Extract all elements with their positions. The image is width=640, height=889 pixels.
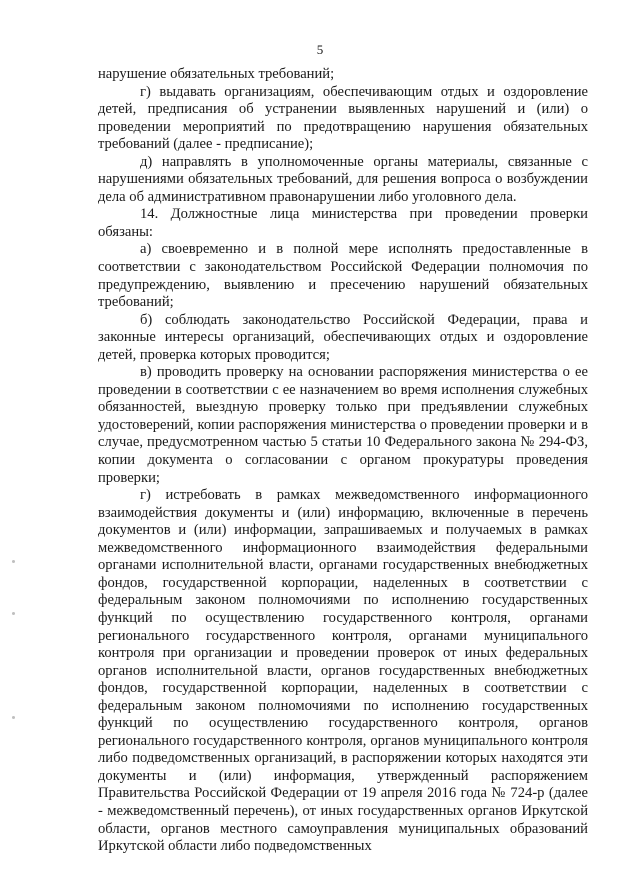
scan-artifact (12, 612, 15, 615)
paragraph-item-g-issue-orders: г) выдавать организациям, обеспечивающим отдых и оздоровление детей, предписания об устранении выявленных нарушений и (или) о проведении мероприятий по предотвращению нарушения обязательных требований (далее - предписание); (98, 83, 588, 153)
paragraph-item-b-observe-law: б) соблюдать законодательство Российской Федерации, права и законные интересы организаций, обеспечивающих отдых и оздоровление детей, проверка которых проводится; (98, 311, 588, 363)
paragraph-section-14: 14. Должностные лица министерства при проведении проверки обязаны: (98, 206, 588, 240)
page-number: 5 (316, 42, 324, 57)
scan-artifact (12, 716, 15, 719)
document-body (98, 66, 588, 856)
scan-artifact (12, 560, 15, 563)
paragraph-item-a-exercise-powers: а) своевременно и в полной мере исполнять предоставленные в соответствии с законодательством Российской Федерации полномочия по предупреждению, выявлению и пресечению нарушений обязательных требований; (98, 241, 588, 311)
paragraph-item-g-request-documents: г) истребовать в рамках межведомственного информационного взаимодействия документы и (или) информацию, включенные в перечень документов и (или) информации, запрашиваемых и получаемых в рамках межведомственного информационного взаимодействия федеральными органами исполнительной власти, органами государственных внебюджетных фондов, государственной корпорации, наделенных в соответствии с федеральным законом полномочиями по исполнению государственных функций по осуществлению государственного контроля, органами регионального государственного контроля, органами муниципального контроля при организации и проведении проверок от иных федеральных органов исполнительной власти, органов государственных внебюджетных фондов, государственной корпорации, наделенных в соответствии с федеральным законом полномочиями по исполнению государственных функций по осуществлению государственного контроля, органов регионального государственного контроля, органов муниципального контроля либо подведомственных организаций, в распоряжении которых находятся эти документы и (или) информация, утвержденный распоряжением Правительства Российской Федерации от 19 апреля 2016 года № 724-р (далее - межведомственный перечень), от иных государственных органов Иркутской области, органов местного самоуправления муниципальных образований Иркутской области либо подведомственных (98, 487, 588, 855)
paragraph-item-v-conduct-inspection: в) проводить проверку на основании распоряжения министерства о ее проведении в соответствии с ее назначением во время исполнения служебных обязанностей, выездную проверку только при предъявлении служебных удостоверений, копии распоряжения министерства о проведении проверки и в случае, предусмотренном частью 5 статьи 10 Федерального закона № 294-ФЗ, копии документа о согласовании с органом прокуратуры проведения проверки; (98, 364, 588, 486)
paragraph-item-d-send-materials: д) направлять в уполномоченные органы материалы, связанные с нарушениями обязательных требований, для решения вопроса о возбуждении дела об административном правонарушении либо уголовного дела. (98, 153, 588, 205)
paragraph-continued: нарушение обязательных требований; (98, 66, 335, 82)
